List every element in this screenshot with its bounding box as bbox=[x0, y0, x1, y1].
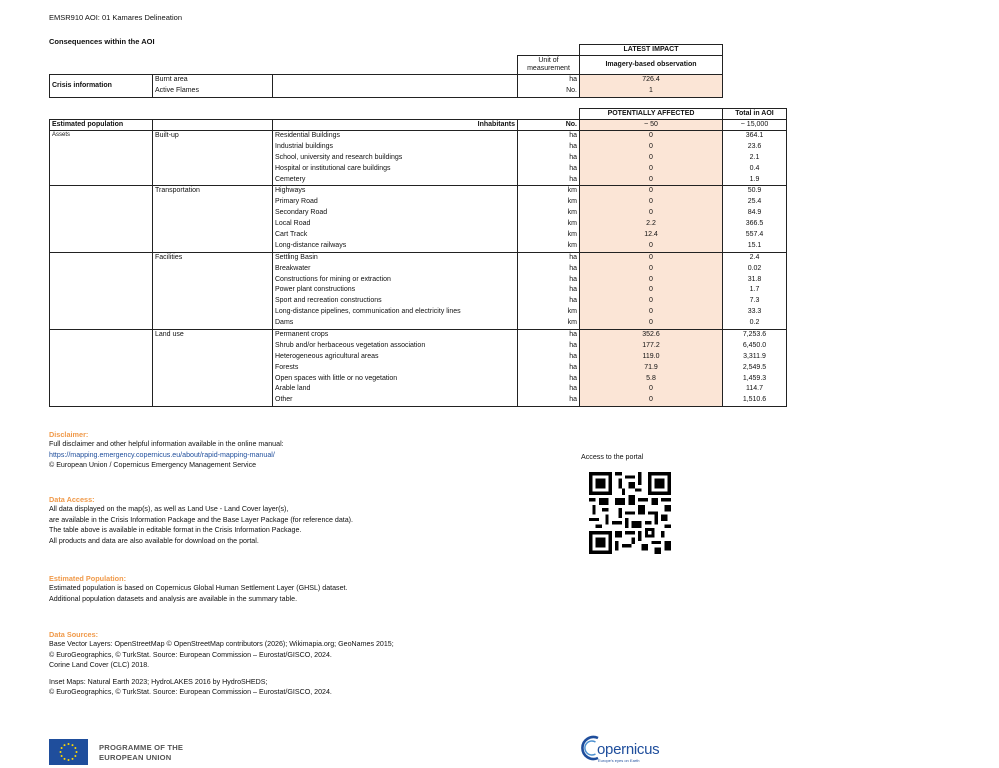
crisis-table bbox=[49, 44, 723, 98]
potentially-affected-header: POTENTIALLY AFFECTED bbox=[580, 109, 723, 120]
asset-group-name: Land use bbox=[153, 330, 273, 407]
asset-affected-cell bbox=[580, 330, 723, 407]
asset-total-value: 25.4 bbox=[747, 198, 762, 206]
asset-names-cell bbox=[273, 330, 518, 407]
asset-unit: km bbox=[567, 231, 577, 239]
asset-group-row bbox=[50, 330, 787, 407]
asset-name: Constructions for mining or extraction bbox=[275, 275, 391, 283]
asset-affected-value: 0 bbox=[649, 142, 653, 150]
impact-table bbox=[49, 108, 787, 407]
asset-total-value: 23.6 bbox=[747, 142, 762, 150]
asset-total-cell bbox=[723, 186, 787, 252]
asset-total-cell bbox=[723, 131, 787, 186]
data-access-line: are available in the Crisis Information Package and the Base Layer Package (for reference data). bbox=[49, 515, 354, 524]
asset-total-value: 3,311.9 bbox=[743, 352, 766, 360]
asset-group-row bbox=[50, 131, 787, 186]
crisis-units-cell bbox=[518, 75, 580, 98]
assets-label: Assets bbox=[50, 131, 153, 186]
asset-name: Residential Buildings bbox=[275, 132, 340, 139]
asset-name: Open spaces with little or no vegetation bbox=[275, 374, 398, 382]
asset-unit: ha bbox=[569, 352, 577, 360]
asset-name: Cart Track bbox=[275, 231, 308, 239]
portal-label: Access to the portal bbox=[581, 453, 644, 461]
asset-unit: km bbox=[567, 241, 577, 249]
asset-name: Arable land bbox=[275, 385, 311, 393]
asset-name: Secondary Road bbox=[275, 209, 328, 217]
manual-link[interactable]: https://mapping.emergency.copernicus.eu/about/rapid-mapping-manual/ bbox=[49, 450, 275, 459]
data-sources-line: Inset Maps: Natural Earth 2023; HydroLAKES 2016 by HydroSHEDS; bbox=[49, 677, 268, 686]
asset-affected-value: 0 bbox=[649, 253, 653, 261]
document-title: EMSR910 AOI: 01 Kamares Delineation bbox=[49, 13, 182, 22]
disclaimer-block bbox=[49, 430, 469, 471]
crisis-item-active-flames: Active Flames bbox=[155, 86, 199, 94]
asset-affected-value: 71.9 bbox=[644, 363, 658, 371]
inhabitants-label: Inhabitants bbox=[273, 120, 518, 131]
asset-name: Cemetery bbox=[275, 175, 306, 183]
asset-unit: ha bbox=[569, 153, 577, 161]
asset-affected-value: 0 bbox=[649, 241, 653, 249]
latest-impact-header: LATEST IMPACT bbox=[580, 45, 723, 56]
asset-name: School, university and research buildings bbox=[275, 153, 403, 161]
data-sources-line: Base Vector Layers: OpenStreetMap © OpenStreetMap contributors (2026); Wikimapia.org; GeoNames 2015; bbox=[49, 640, 394, 648]
asset-total-value: 114.7 bbox=[746, 385, 763, 393]
asset-total-value: 1,459.3 bbox=[742, 374, 767, 382]
asset-name: Industrial buildings bbox=[275, 142, 333, 150]
asset-affected-value: 5.8 bbox=[646, 374, 656, 382]
asset-units-cell bbox=[518, 186, 580, 252]
asset-affected-value: 0 bbox=[649, 164, 653, 172]
crisis-info-label: Crisis information bbox=[50, 75, 153, 98]
asset-affected-value: 0 bbox=[649, 209, 653, 217]
asset-affected-value: 2.2 bbox=[646, 220, 656, 228]
asset-total-value: 2.1 bbox=[749, 153, 760, 161]
asset-affected-value: 0 bbox=[649, 153, 653, 161]
asset-names-cell bbox=[273, 252, 518, 329]
asset-affected-value: 0 bbox=[649, 308, 653, 316]
asset-affected-value: 0 bbox=[649, 297, 653, 305]
data-sources-block bbox=[49, 630, 509, 698]
asset-total-value: 2,549.5 bbox=[742, 363, 767, 371]
asset-total-value: 33.3 bbox=[747, 308, 762, 316]
asset-affected-cell bbox=[580, 131, 723, 186]
asset-affected-value: 352.6 bbox=[642, 331, 660, 339]
asset-group-row bbox=[50, 252, 787, 329]
asset-unit: ha bbox=[569, 253, 577, 261]
asset-name: Long-distance railways bbox=[275, 241, 347, 249]
asset-affected-value: 12.4 bbox=[644, 231, 658, 239]
asset-affected-value: 0 bbox=[649, 132, 653, 139]
asset-name: Shrub and/or herbaceous vegetation association bbox=[275, 341, 426, 349]
asset-group-name: Built-up bbox=[153, 131, 273, 186]
asset-name: Hospital or institutional care buildings bbox=[275, 164, 391, 172]
data-sources-heading: Data Sources: bbox=[49, 630, 99, 639]
data-access-line: All products and data are also available for download on the portal. bbox=[49, 536, 259, 545]
eu-flag-icon bbox=[49, 739, 88, 765]
population-affected: ~ 50 bbox=[580, 120, 723, 131]
copernicus-logo bbox=[581, 733, 681, 765]
population-unit: No. bbox=[518, 120, 580, 131]
data-access-heading: Data Access: bbox=[49, 495, 95, 504]
asset-affected-value: 0 bbox=[649, 187, 653, 195]
asset-name: Power plant constructions bbox=[275, 286, 356, 294]
asset-total-value: 0.4 bbox=[749, 164, 760, 172]
estimated-population-line: Additional population datasets and analysis are available in the summary table. bbox=[49, 594, 298, 603]
asset-affected-value: 0 bbox=[649, 175, 653, 183]
copernicus-tagline: Europe's eyes on Earth bbox=[598, 758, 640, 763]
crisis-value: 1 bbox=[649, 86, 653, 94]
asset-unit: ha bbox=[569, 132, 577, 139]
asset-affected-cell bbox=[580, 252, 723, 329]
estimated-population-line: Estimated population is based on Copernicus Global Human Settlement Layer (GHSL) dataset. bbox=[49, 584, 348, 592]
asset-affected-value: 0 bbox=[649, 275, 653, 283]
asset-name: Dams bbox=[275, 319, 294, 327]
asset-name: Other bbox=[275, 396, 293, 404]
asset-group-name: Transportation bbox=[153, 186, 273, 252]
data-sources-line: © EuroGeographics, © TurkStat. Source: European Commission – Eurostat/GISCO, 2024. bbox=[49, 688, 332, 697]
asset-unit: ha bbox=[569, 374, 577, 382]
asset-affected-value: 0 bbox=[649, 286, 653, 294]
asset-affected-value: 177.2 bbox=[642, 341, 660, 349]
asset-total-value: 50.9 bbox=[747, 187, 762, 195]
asset-affected-value: 0 bbox=[649, 385, 653, 393]
crisis-values-cell bbox=[580, 75, 723, 98]
unit-of-measurement-header: Unit of measurement bbox=[518, 56, 580, 75]
asset-total-value: 31.8 bbox=[747, 275, 762, 283]
asset-name: Sport and recreation constructions bbox=[275, 297, 382, 305]
asset-name: Settling Basin bbox=[275, 253, 318, 261]
qr-code-icon[interactable] bbox=[589, 472, 671, 554]
crisis-names-cell bbox=[153, 75, 273, 98]
asset-total-value: 0.2 bbox=[749, 319, 760, 327]
crisis-item-burnt-area: Burnt area bbox=[155, 76, 188, 83]
asset-unit: ha bbox=[569, 286, 577, 294]
asset-units-cell bbox=[518, 330, 580, 407]
asset-total-value: 84.9 bbox=[747, 209, 762, 217]
asset-total-value: 1,510.6 bbox=[742, 396, 767, 404]
asset-affected-value: 0 bbox=[649, 198, 653, 206]
asset-total-value: 2.4 bbox=[749, 253, 760, 261]
data-sources-line: © EuroGeographics, © TurkStat. Source: European Commission – Eurostat/GISCO, 2024. bbox=[49, 650, 332, 659]
asset-name: Forests bbox=[275, 363, 299, 371]
disclaimer-heading: Disclaimer: bbox=[49, 430, 89, 439]
crisis-unit: No. bbox=[566, 86, 577, 94]
data-access-line: All data displayed on the map(s), as well as Land Use - Land Cover layer(s), bbox=[49, 505, 289, 513]
asset-unit: km bbox=[567, 187, 577, 195]
asset-group-row bbox=[50, 186, 787, 252]
asset-total-value: 7,253.6 bbox=[742, 331, 767, 339]
imagery-header: Imagery-based observation bbox=[580, 56, 723, 75]
asset-unit: ha bbox=[569, 264, 577, 272]
total-in-aoi-header: Total in AOI bbox=[723, 109, 787, 120]
asset-name: Long-distance pipelines, communication and electricity lines bbox=[275, 308, 461, 316]
asset-name: Breakwater bbox=[275, 264, 311, 272]
asset-total-value: 1.7 bbox=[749, 286, 760, 294]
population-total: ~ 15,000 bbox=[723, 120, 787, 131]
asset-total-cell bbox=[723, 330, 787, 407]
disclaimer-copyright: © European Union / Copernicus Emergency Management Service bbox=[49, 461, 257, 470]
estimated-population-block bbox=[49, 574, 469, 604]
asset-total-value: 366.5 bbox=[745, 220, 764, 228]
asset-affected-value: 119.0 bbox=[642, 352, 660, 360]
assets-spacer-cell bbox=[50, 330, 153, 407]
asset-name: Highways bbox=[275, 187, 306, 195]
asset-total-value: 15.1 bbox=[747, 241, 762, 249]
assets-spacer-cell bbox=[50, 252, 153, 329]
asset-affected-value: 0 bbox=[649, 319, 653, 327]
disclaimer-text: Full disclaimer and other helpful information available in the online manual: bbox=[49, 440, 284, 448]
asset-total-value: 364.1 bbox=[745, 132, 764, 139]
asset-unit: km bbox=[567, 209, 577, 217]
crisis-value: 726.4 bbox=[642, 76, 660, 83]
asset-names-cell bbox=[273, 131, 518, 186]
asset-name: Local Road bbox=[275, 220, 311, 228]
asset-affected-value: 0 bbox=[649, 264, 653, 272]
asset-names-cell bbox=[273, 186, 518, 252]
asset-affected-cell bbox=[580, 186, 723, 252]
asset-unit: ha bbox=[569, 385, 577, 393]
asset-total-value: 557.4 bbox=[745, 231, 764, 239]
asset-units-cell bbox=[518, 252, 580, 329]
asset-total-value: 0.02 bbox=[747, 264, 762, 272]
asset-unit: km bbox=[567, 220, 577, 228]
asset-unit: ha bbox=[569, 275, 577, 283]
data-access-block bbox=[49, 495, 469, 546]
data-access-line: The table above is available in editable format in the Crisis Information Package. bbox=[49, 526, 302, 535]
estimated-population-label: Estimated population bbox=[50, 120, 153, 131]
asset-unit: ha bbox=[569, 297, 577, 305]
crisis-unit: ha bbox=[569, 76, 577, 83]
assets-body bbox=[50, 131, 787, 407]
asset-name: Permanent crops bbox=[275, 331, 329, 339]
asset-total-cell bbox=[723, 252, 787, 329]
asset-unit: ha bbox=[569, 396, 577, 404]
asset-name: Heterogeneous agricultural areas bbox=[275, 352, 379, 360]
asset-unit: ha bbox=[569, 331, 577, 339]
assets-spacer-cell bbox=[50, 186, 153, 252]
asset-total-value: 6,450.0 bbox=[742, 341, 767, 349]
asset-unit: ha bbox=[569, 363, 577, 371]
data-sources-line: Corine Land Cover (CLC) 2018. bbox=[49, 661, 150, 670]
asset-total-value: 1.9 bbox=[749, 175, 760, 183]
asset-name: Primary Road bbox=[275, 198, 318, 206]
section-title: Consequences within the AOI bbox=[49, 37, 155, 46]
asset-unit: km bbox=[567, 308, 577, 316]
asset-unit: ha bbox=[569, 142, 577, 150]
asset-units-cell bbox=[518, 131, 580, 186]
asset-unit: ha bbox=[569, 164, 577, 172]
asset-total-value: 7.3 bbox=[749, 297, 760, 305]
eu-programme-label: PROGRAMME OF THE EUROPEAN UNION bbox=[99, 743, 184, 762]
copernicus-wordmark: opernicus bbox=[597, 741, 660, 758]
asset-group-name: Facilities bbox=[153, 252, 273, 329]
asset-unit: km bbox=[567, 198, 577, 206]
estimated-population-heading: Estimated Population: bbox=[49, 574, 127, 583]
asset-unit: km bbox=[567, 319, 577, 327]
asset-unit: ha bbox=[569, 175, 577, 183]
asset-unit: ha bbox=[569, 341, 577, 349]
asset-affected-value: 0 bbox=[649, 396, 653, 404]
